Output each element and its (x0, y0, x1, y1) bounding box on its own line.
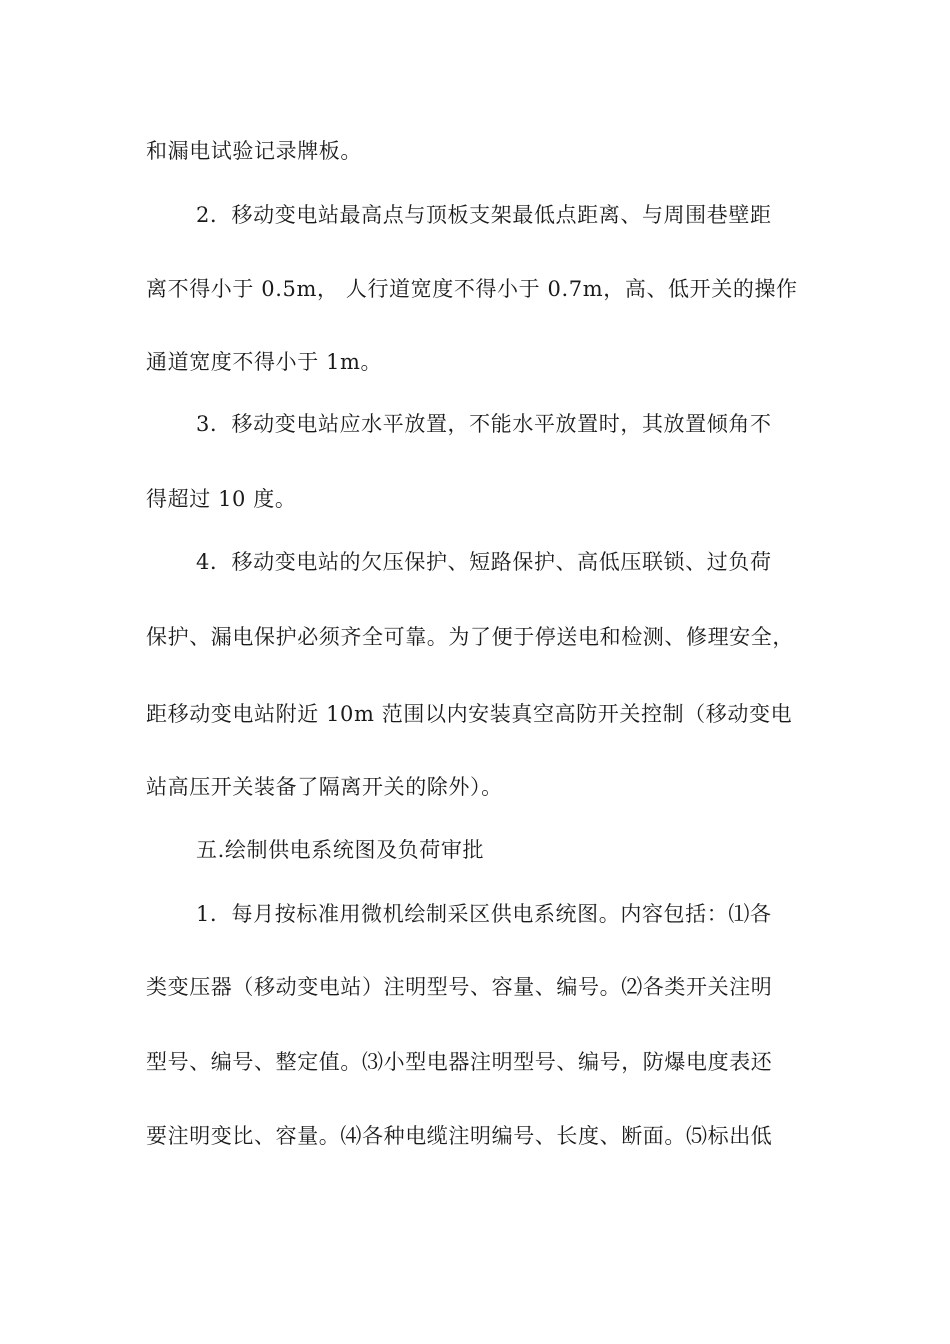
paragraph-line: 型号、编号、整定值。⑶小型电器注明型号、编号，防爆电度表还 (146, 1050, 773, 1074)
paragraph-line: 1．每月按标准用微机绘制采区供电系统图。内容包括：⑴各 (196, 902, 772, 926)
paragraph-line: 保护、漏电保护必须齐全可靠。为了便于停送电和检测、修理安全， (146, 625, 794, 649)
paragraph-line: 3．移动变电站应水平放置，不能水平放置时，其放置倾角不 (196, 412, 772, 436)
paragraph-line: 离不得小于 0.5m， 人行道宽度不得小于 0.7m，高、低开关的操作 (146, 277, 798, 301)
section-heading: 五.绘制供电系统图及负荷审批 (196, 838, 485, 862)
paragraph-line: 要注明变比、容量。⑷各种电缆注明编号、长度、断面。⑸标出低 (146, 1124, 773, 1148)
paragraph-line: 通道宽度不得小于 1m。 (146, 350, 383, 374)
paragraph-line: 和漏电试验记录牌板。 (146, 139, 362, 163)
paragraph-line: 4．移动变电站的欠压保护、短路保护、高低压联锁、过负荷 (196, 550, 772, 574)
paragraph-line: 类变压器（移动变电站）注明型号、容量、编号。⑵各类开关注明 (146, 975, 773, 999)
paragraph-line: 2．移动变电站最高点与顶板支架最低点距离、与周围巷壁距 (196, 203, 772, 227)
paragraph-line: 得超过 10 度。 (146, 487, 297, 511)
paragraph-line: 距移动变电站附近 10m 范围以内安装真空高防开关控制（移动变电 (146, 702, 793, 726)
paragraph-line: 站高压开关装备了隔离开关的除外）。 (146, 775, 503, 799)
